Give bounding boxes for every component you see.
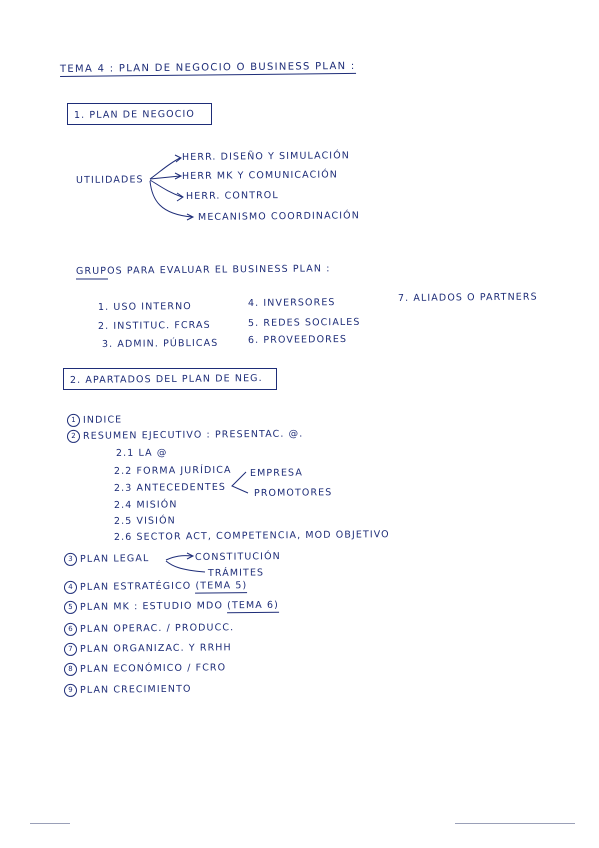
number-circle: 2 <box>67 430 80 443</box>
utilidad-item: HERR. CONTROL <box>185 190 279 202</box>
number-circle: 8 <box>64 663 77 676</box>
brace-stroke <box>232 472 248 493</box>
legal-branch: TRÁMITES <box>207 567 265 579</box>
number-circle: 1 <box>67 414 80 427</box>
arrow-line <box>166 561 205 572</box>
utilidad-item: HERR MK Y COMUNICACIÓN <box>181 169 339 182</box>
subitem: 2.5 VISIÓN <box>113 515 176 527</box>
apartado-item: 2 RESUMEN EJECUTIVO : PRESENTAC. @. <box>67 428 303 443</box>
apartado-item: 6 PLAN OPERAC. / PRODUCC. <box>64 621 234 636</box>
grupo-item: 2. INSTITUC. FCRAS <box>97 319 211 332</box>
grupo-item: 5. REDES SOCIALES <box>247 316 361 329</box>
grupo-item: 4. INVERSORES <box>247 297 336 309</box>
antecedentes-brace <box>232 472 248 493</box>
utilidad-item: MECANISMO COORDINACIÓN <box>197 210 360 223</box>
arrow-line <box>150 181 192 217</box>
utilidades-branch-arrows <box>150 155 193 220</box>
subitem: 2.3 ANTECEDENTES <box>113 481 227 494</box>
page-edge-mark <box>30 823 70 824</box>
number-circle: 7 <box>64 643 77 656</box>
utilidades-label: UTILIDADES <box>75 174 144 186</box>
antecedentes-branch: EMPRESA <box>249 467 303 479</box>
apartado-item: 7 PLAN ORGANIZAC. Y RRHH <box>64 641 232 656</box>
number-circle: 6 <box>64 623 77 636</box>
number-circle: 4 <box>64 581 77 594</box>
number-circle: 9 <box>64 684 77 697</box>
section-2-heading: 2. APARTADOS DEL PLAN DE NEG. <box>69 372 263 386</box>
legal-branch: CONSTITUCIÓN <box>194 551 281 563</box>
grupo-item: 7. ALIADOS O PARTNERS <box>397 291 538 304</box>
apartado-item: 1 INDICE <box>67 413 122 427</box>
grupo-item: 1. USO INTERNO <box>97 301 192 313</box>
antecedentes-branch: PROMOTORES <box>253 487 333 499</box>
page-edge-mark <box>455 823 575 824</box>
grupos-heading: GRUPOS PARA EVALUAR EL BUSINESS PLAN : <box>75 263 331 277</box>
apartado-item: 9 PLAN CRECIMIENTO <box>64 683 192 697</box>
grupo-item: 6. PROVEEDORES <box>247 333 348 346</box>
arrow-line <box>166 556 192 560</box>
utilidad-item: HERR. DISEÑO Y SIMULACIÓN <box>181 150 351 163</box>
arrow-head <box>177 193 183 201</box>
page-title: TEMA 4 : PLAN DE NEGOCIO O BUSINESS PLAN : <box>59 60 356 75</box>
arrow-line <box>150 180 182 197</box>
arrow-line <box>150 158 180 179</box>
grupo-item: 3. ADMIN. PÚBLICAS <box>101 337 219 350</box>
apartado-item: 5 PLAN MK : ESTUDIO MDO (TEMA 6) <box>64 599 279 614</box>
number-circle: 3 <box>64 553 77 566</box>
number-circle: 5 <box>64 601 77 614</box>
subitem: 2.2 FORMA JURÍDICA <box>113 464 232 477</box>
apartado-item: 8 PLAN ECONÓMICO / FCRO <box>64 661 226 676</box>
subitem: 2.4 MISIÓN <box>113 499 178 511</box>
subitem: 2.1 LA @ <box>115 447 168 459</box>
legal-branch-arrows <box>166 553 205 572</box>
section-1-heading: 1. PLAN DE NEGOCIO <box>73 108 196 121</box>
tema-ref: (TEMA 5) <box>195 580 248 592</box>
subitem: 2.6 SECTOR ACT, COMPETENCIA, MOD OBJETIVO <box>113 529 390 543</box>
apartado-item: 3 PLAN LEGAL <box>64 552 149 566</box>
apartado-item: 4 PLAN ESTRATÉGICO (TEMA 5) <box>64 579 247 594</box>
tema-ref: (TEMA 6) <box>227 599 279 612</box>
